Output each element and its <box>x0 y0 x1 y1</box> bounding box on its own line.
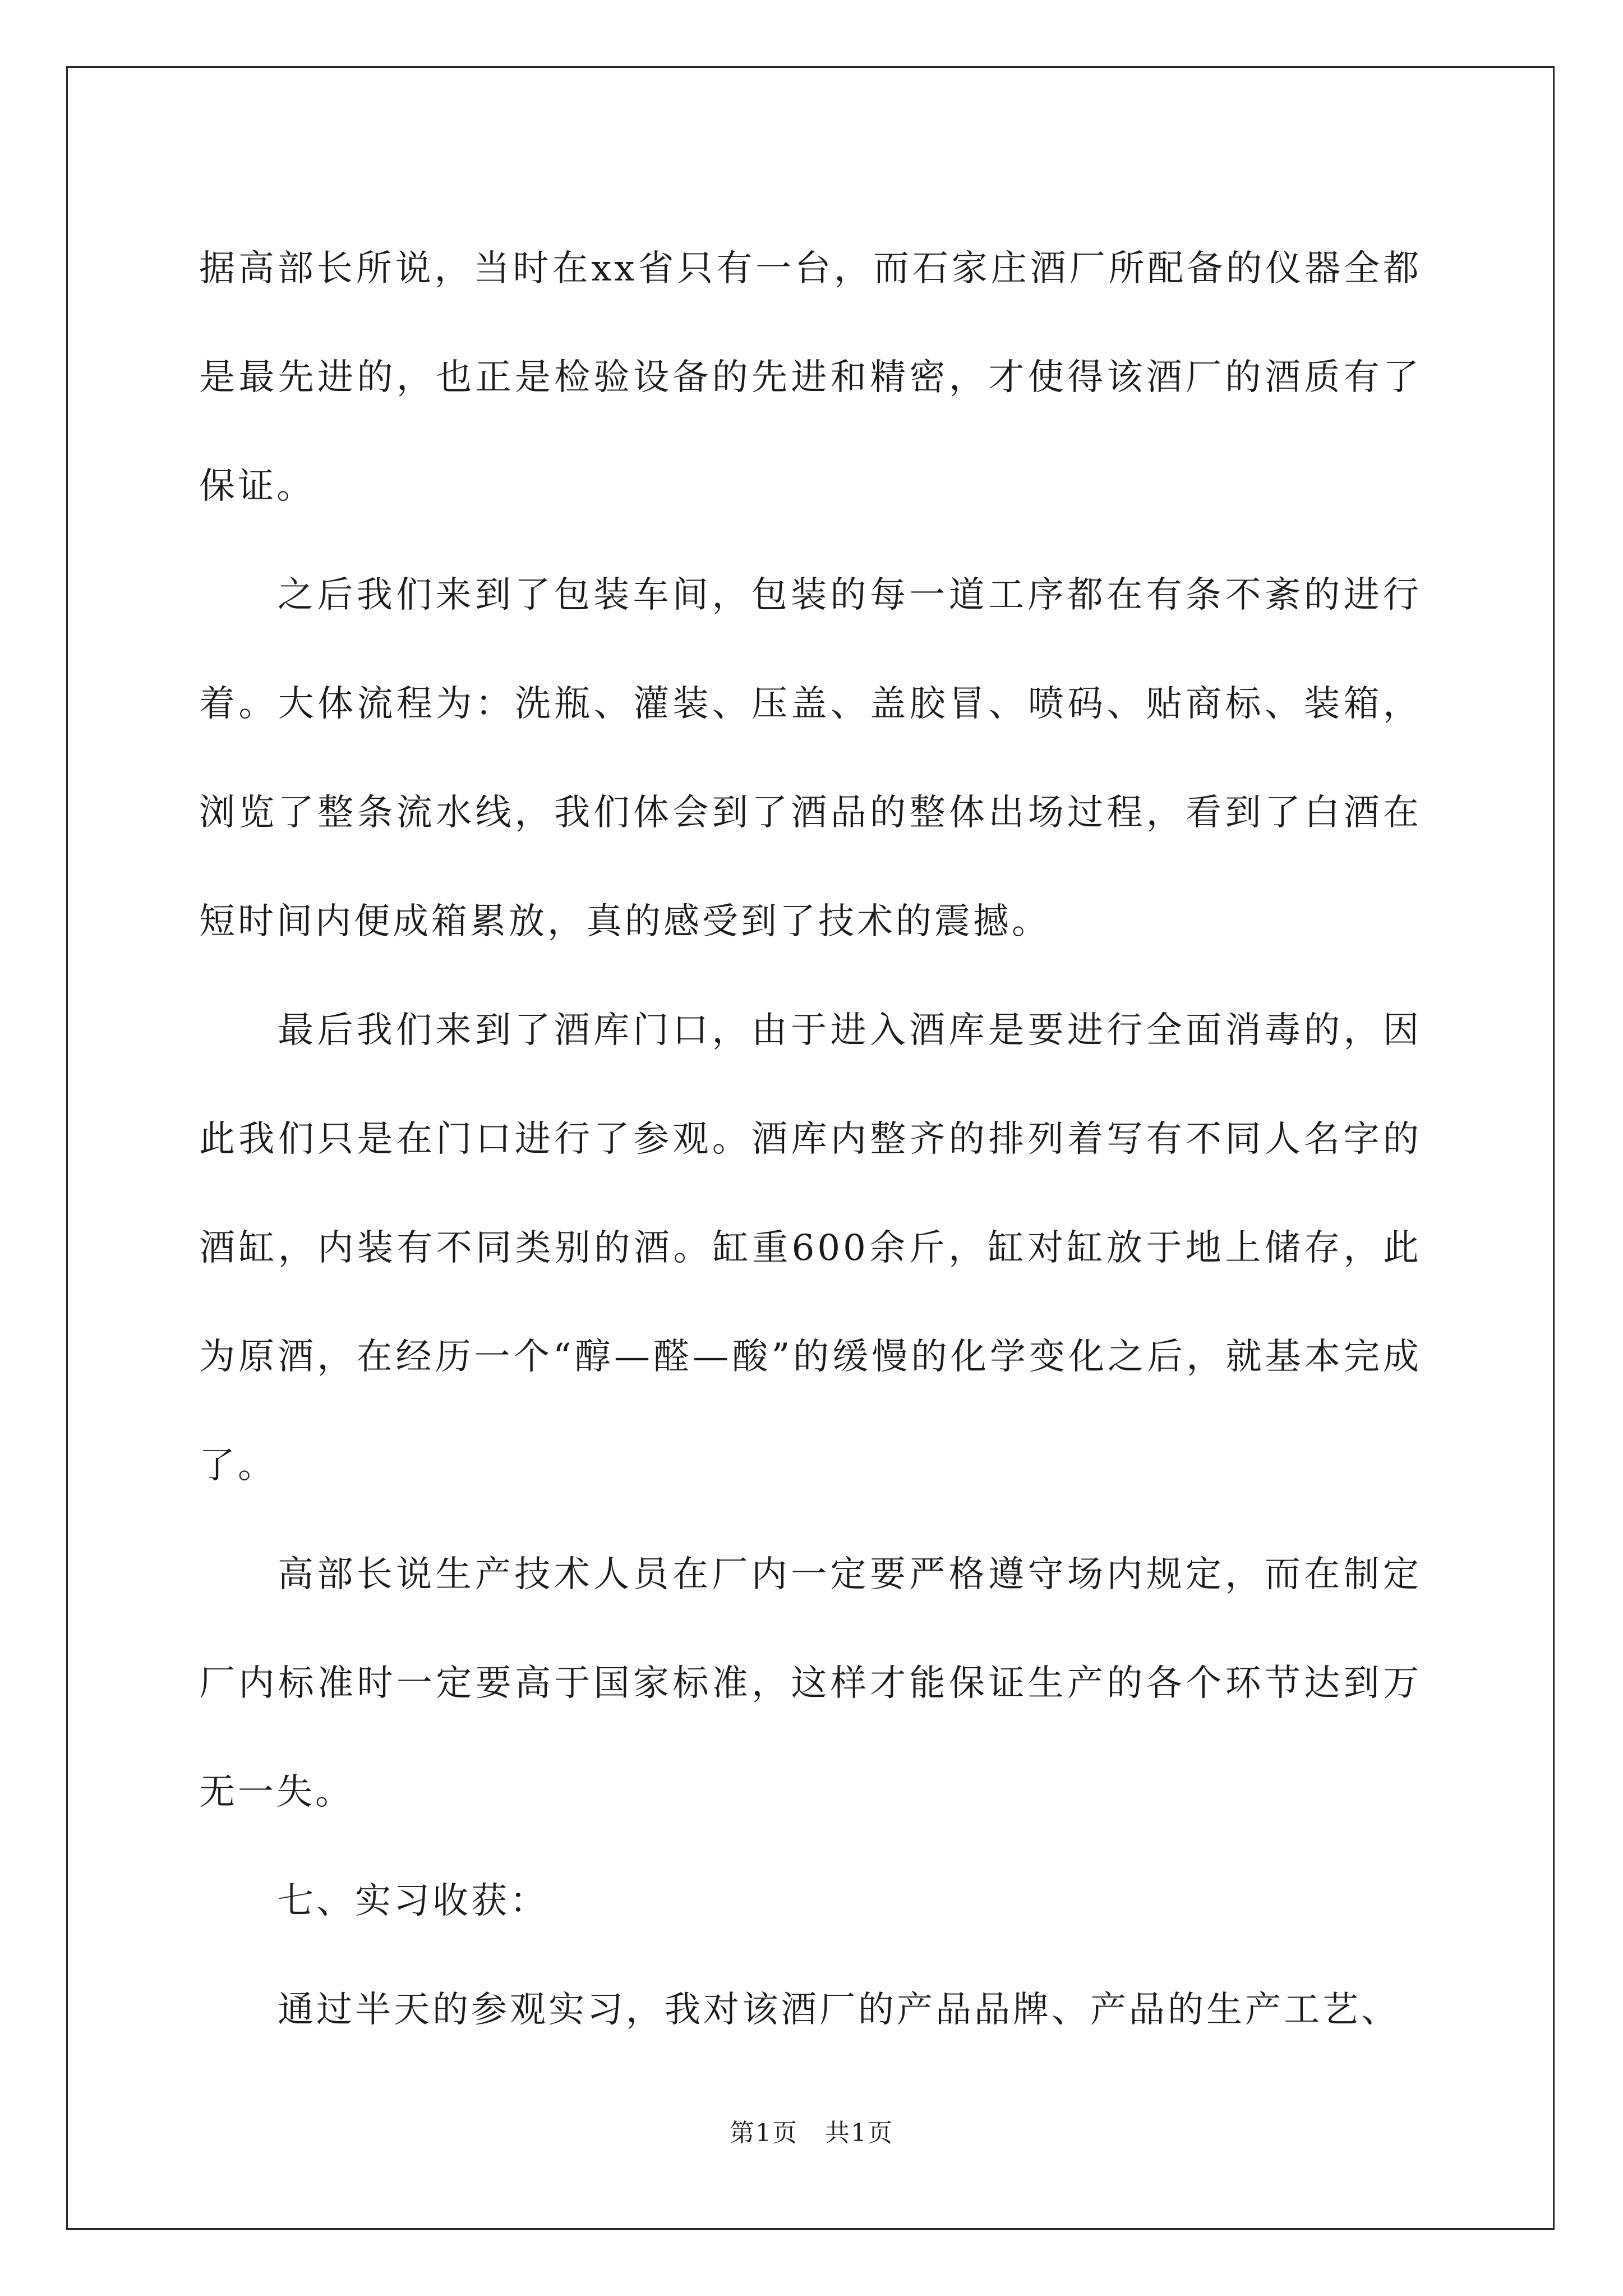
paragraph-gains: 通过半天的参观实习，我对该酒厂的产品品牌、产品的生产工艺、 <box>278 1989 1400 2031</box>
paragraph-standards: 高部长说生产技术人员在厂内一定要严格遵守场内规定，而在制定厂内标准时一定要高于国家标准，这样才能保证生产的各个环节达到万无一失。 <box>199 1554 1422 1813</box>
paragraph-packaging: 之后我们来到了包装车间，包装的每一道工序都在有条不紊的进行着。大体流程为：洗瓶、灌装、压盖、盖胶冒、喷码、贴商标、装箱，浏览了整条流水线，我们体会到了酒品的整体出场过程，看到了白酒在短时间内便成箱累放，真的感受到了技术的震撼。 <box>199 574 1422 942</box>
document-body <box>199 214 1422 2064</box>
paragraph-wine-cellar: 最后我们来到了酒库门口，由于进入酒库是要进行全面消毒的，因此我们只是在门口进行了参观。酒库内整齐的排列着写有不同人名字的酒缸，内装有不同类别的酒。缸重600余斤，缸对缸放于地上储存，此为原酒，在经历一个“醇—醛—酸”的缓慢的化学变化之后，就基本完成了。 <box>199 1010 1422 1487</box>
section-heading-gains: 七、实习收获： <box>278 1880 548 1922</box>
page-number-footer: 第1页 共1页 <box>730 2119 893 2147</box>
paragraph-equipment: 据高部长所说，当时在xx省只有一台，而石家庄酒厂所配备的仪器全都是最先进的，也正是检验设备的先进和精密，才使得该酒厂的酒质有了保证。 <box>199 248 1422 507</box>
